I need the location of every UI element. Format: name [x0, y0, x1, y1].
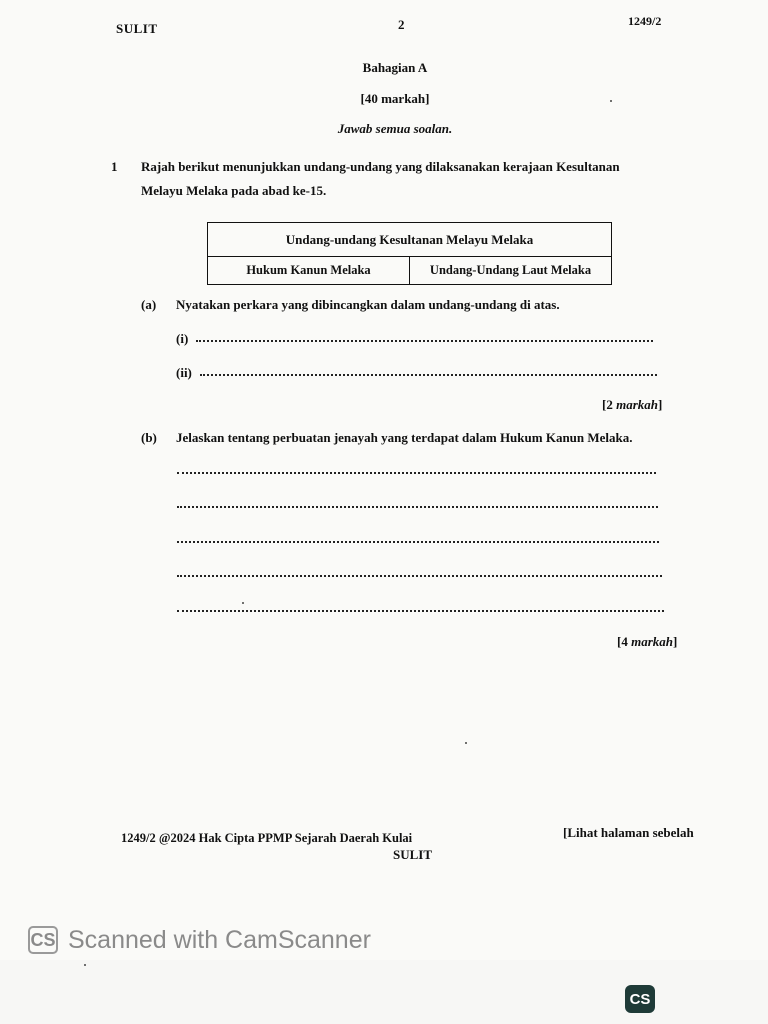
page-number: 2 [398, 17, 405, 32]
camscanner-text: Scanned with CamScanner [68, 925, 371, 954]
part-b-marks: [4 markah] [617, 634, 678, 649]
laws-table [207, 222, 612, 285]
header-sulit: SULIT [116, 21, 158, 36]
section-marks: [40 markah] [360, 91, 430, 106]
scan-speck [84, 964, 86, 966]
camscanner-watermark [28, 924, 371, 956]
answer-line[interactable] [177, 541, 659, 543]
part-b-label: (b) [141, 430, 157, 445]
question-number: 1 [111, 159, 118, 174]
subpart-ii-label: (ii) [176, 365, 192, 380]
answer-line[interactable] [177, 506, 658, 508]
part-a-label: (a) [141, 297, 157, 312]
scan-speck [465, 742, 467, 744]
section-instruction: Jawab semua soalan. [337, 121, 453, 136]
subpart-i-label: (i) [176, 331, 189, 346]
answer-line[interactable] [177, 472, 656, 474]
scan-speck [610, 100, 612, 102]
answer-line[interactable] [177, 575, 662, 577]
camscanner-badge-icon: CS [28, 926, 58, 954]
question-text: Rajah berikut menunjukkan undang-undang yang dilaksanakan kerajaan Kesultanan Melayu Melaka pada abad ke-15. [141, 159, 620, 198]
answer-line[interactable] [177, 610, 664, 612]
laws-table-heading: Undang-undang Kesultanan Melayu Melaka [208, 223, 612, 257]
camscanner-logo-icon[interactable]: CS [625, 985, 655, 1013]
answer-line[interactable] [200, 374, 657, 376]
part-a-text: Nyatakan perkara yang dibincangkan dalam undang-undang di atas. [176, 297, 560, 312]
laws-table-cell: Hukum Kanun Melaka [208, 257, 410, 285]
footer-sulit: SULIT [393, 847, 433, 862]
part-a-marks: [2 markah] [602, 397, 663, 412]
section-title: Bahagian A [362, 60, 428, 75]
part-b-text: Jelaskan tentang perbuatan jenayah yang terdapat dalam Hukum Kanun Melaka. [176, 430, 633, 445]
footer-copyright: 1249/2 @2024 Hak Cipta PPMP Sejarah Daerah Kulai [121, 831, 413, 845]
scan-speck [242, 602, 244, 604]
answer-line[interactable] [196, 340, 653, 342]
laws-table-cell: Undang-Undang Laut Melaka [410, 257, 612, 285]
paper-code: 1249/2 [628, 14, 662, 28]
footer-next-page: [Lihat halaman sebelah [563, 825, 694, 840]
